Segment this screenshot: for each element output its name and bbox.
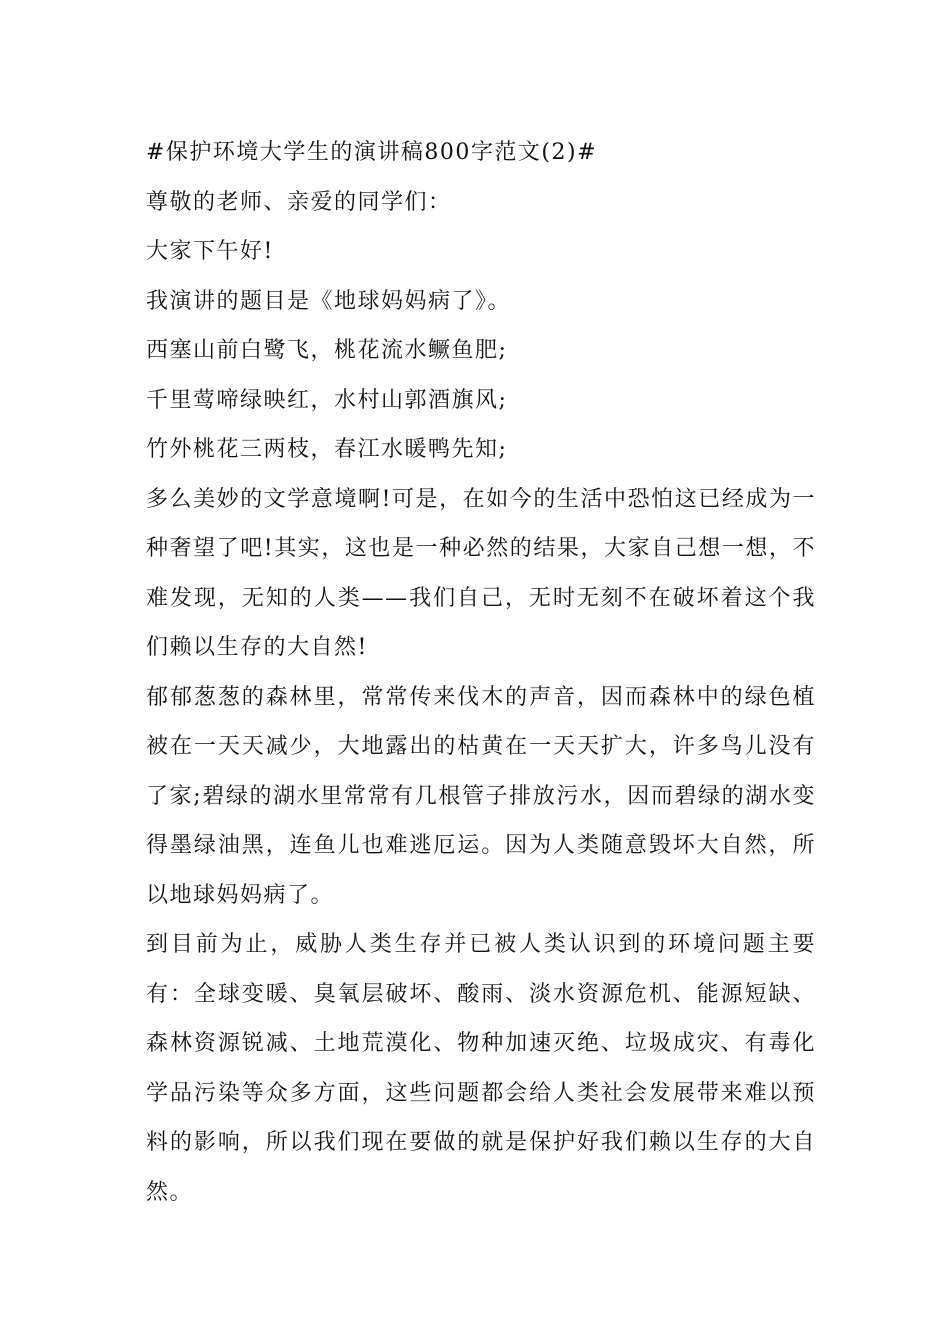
body-paragraph-1: 多么美妙的文学意境啊!可是，在如今的生活中恐怕这已经成为一种奢望了吧!其实，这也是一种必然的结果，大家自己想一想，不难发现，无知的人类——我们自己，无时无刻不在破坏着这个我们赖以生存的大自然!: [146, 486, 816, 660]
poem-line-2: 千里莺啼绿映红，水村山郭酒旗风;: [146, 387, 508, 413]
salutation: 尊敬的老师、亲爱的同学们：: [146, 189, 452, 215]
speech-topic: 我演讲的题目是《地球妈妈病了》。: [146, 288, 512, 314]
poem-line-3: 竹外桃花三两枝，春江水暖鸭先知;: [146, 437, 508, 462]
document-body: [146, 128, 816, 1217]
document-title: #保护环境大学生的演讲稿800字范文(2)#: [146, 140, 598, 165]
greeting: 大家下午好!: [146, 239, 274, 264]
body-paragraph-2: 郁郁葱葱的森林里，常常传来伐木的声音，因而森林中的绿色植被在一天天减少，大地露出的枯黄在一天天扩大，许多鸟儿没有了家;碧绿的湖水里常常有几根管子排放污水，因而碧绿的湖水变得墨绿油黑，连鱼儿也难逃厄运。因为人类随意毁坏大自然，所以地球妈妈病了。: [146, 684, 816, 908]
body-paragraph-3: 到目前为止，威胁人类生存并已被人类认识到的环境问题主要有：全球变暖、臭氧层破坏、酸雨、淡水资源危机、能源短缺、森林资源锐减、土地荒漠化、物种加速灭绝、垃圾成灾、有毒化学品污染等众多方面，这些问题都会给人类社会发展带来难以预料的影响，所以我们现在要做的就是保护好我们赖以生存的大自然。: [146, 932, 816, 1205]
poem-line-1: 西塞山前白鹭飞，桃花流水鳜鱼肥;: [146, 338, 508, 363]
